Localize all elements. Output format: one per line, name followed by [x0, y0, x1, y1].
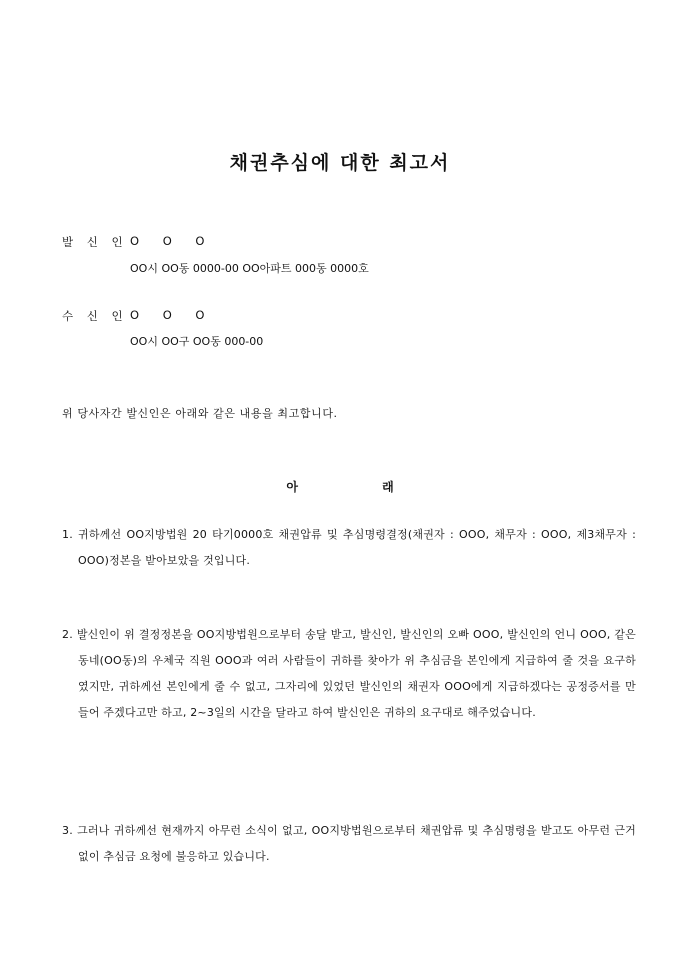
document-title: 채권추심에 대한 최고서 — [229, 152, 451, 174]
list-item-1: 1. 귀하께선 OO지방법원 20 타기0000호 채권압류 및 추심명령결정(채권자 : OOO, 채무자 : OOO, 제3채무자 : OOO)정본을 받아보았을 것입니다. — [62, 528, 636, 567]
recipient-label: 수 신 인 — [62, 309, 128, 323]
list-item-3: 3. 그러나 귀하께선 현재까지 아무런 소식이 없고, OO지방법원으로부터 채권압류 및 추심명령을 받고도 아무런 근거 없이 추심금 요청에 불응하고 있습니다. — [62, 824, 636, 863]
sender-label: 발 신 인 — [62, 235, 128, 249]
intro-text: 위 당사자간 발신인은 아래와 같은 내용을 최고합니다. — [62, 407, 338, 420]
recipient-name: O O O — [130, 308, 206, 322]
sender-name: O O O — [130, 234, 206, 248]
section-heading: 아 래 — [286, 480, 394, 494]
list-item-2: 2. 발신인이 위 결정정본을 OO지방법원으로부터 송달 받고, 발신인, 발신인의 오빠 OOO, 발신인의 언니 OOO, 같은 동네(OO동)의 우체국 직원 OOO과 여러 사람들이 귀하를 찾아가 위 추심금을 본인에게 지급하여 줄 것을 요구하였지만, 귀하께선 본인에게 줄 수 없고, 그자리에 있었던 발신인의 채권자 OOO에게 지급하겠다는 공정증서를 만들어 주겠다고만 하고, 2~3일의 시간을 달라고 하여 발신인은 귀하의 요구대로 해주었습니다. — [62, 628, 636, 719]
recipient-address: OO시 OO구 OO동 000-00 — [130, 335, 264, 348]
sender-address: OO시 OO동 0000-00 OO아파트 000동 0000호 — [130, 262, 369, 275]
